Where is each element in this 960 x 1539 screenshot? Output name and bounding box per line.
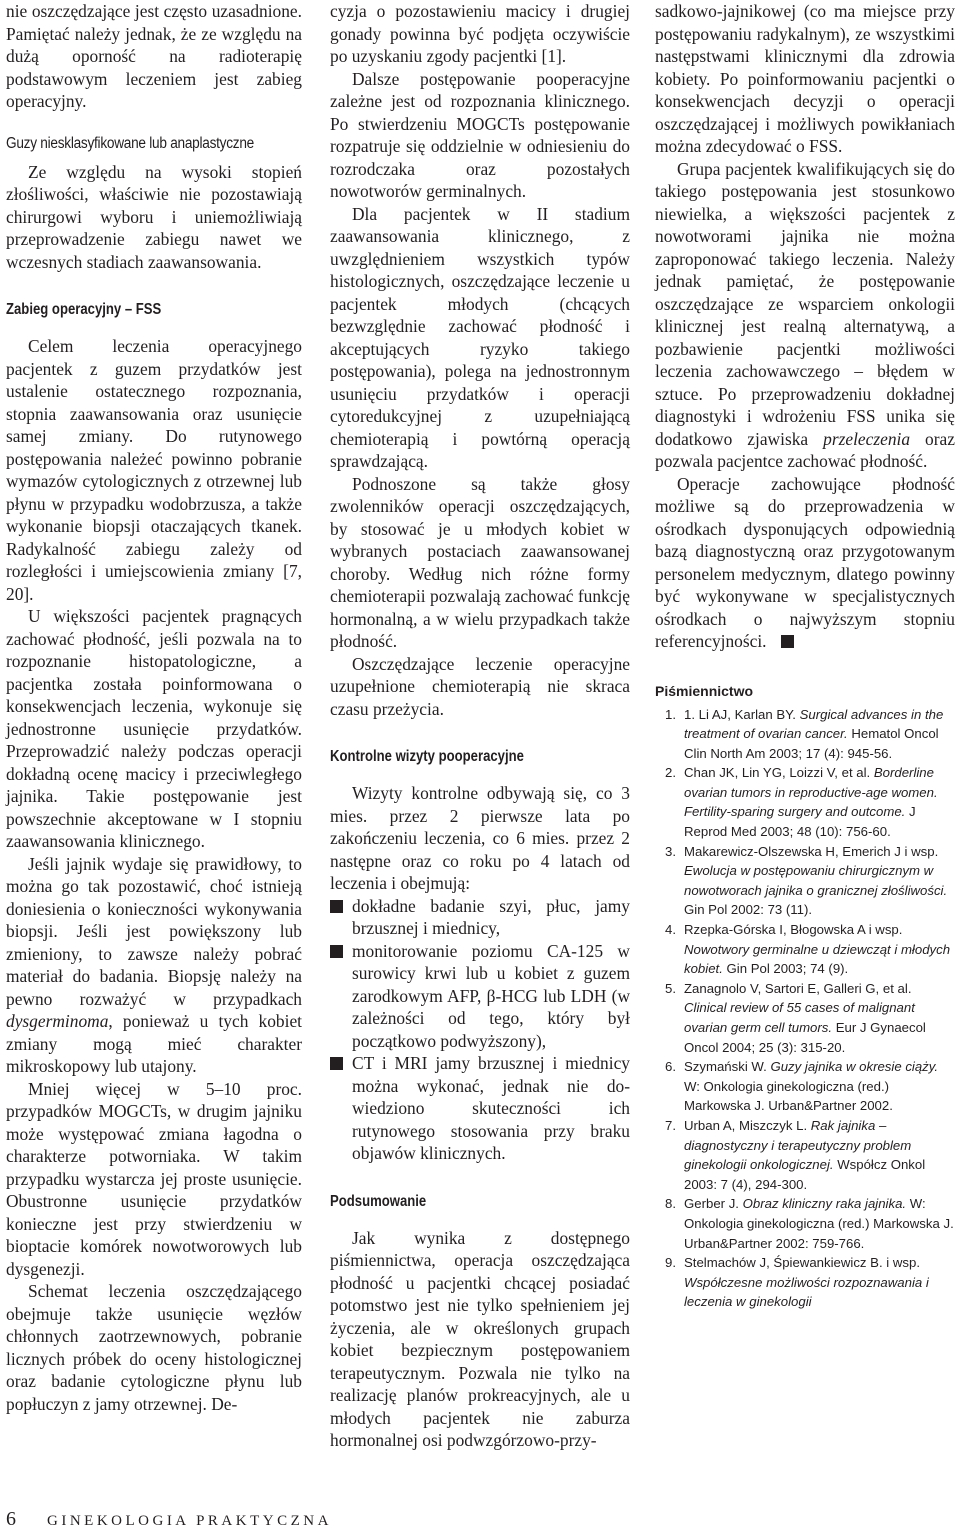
list-item: CT i MRI jamy brzusznej i miednicy można wykonać, jednak nie do-wiedziono skuteczności ich rutynowego stosowania przy braku objawów klinicznych. xyxy=(330,1052,630,1165)
bullet-square-icon xyxy=(330,945,343,958)
reference-item: 4. Rzepka-Górska I, Błogowska A i wsp. Nowotwory germinalne u dziewcząt i młodych kobiet. Gin Pol 2003; 74 (9). xyxy=(665,922,951,977)
section-heading: Podsumowanie xyxy=(330,1192,427,1210)
reference-item: 7. Urban A, Miszczyk L. Rak jajnika – diagnostyczny i terapeutyczny problem ginekologii onkologicznej. Współcz Onkol 2003: 7 (4), 294-300. xyxy=(665,1117,926,1192)
reference-number: 5. xyxy=(665,980,676,996)
reference-number: 8. xyxy=(665,1196,676,1212)
paragraph: Celem leczenia operacyjnego pacjentek z guzem przydatków jest ustalenie ostatecznego rozpoznania, stopnia zaawansowania oraz usunięcie samej zmiany. Do rutynowego postępowania należeć powinno pobranie wymazów cytologicznych z otrzewnej lub płynu w przypadku wodobrzusza, a także wykonanie biopsji otaczających tkanek. Radykalność zabiegu zależy od rozległości i umiejscowienia zmiany [7, 20]. xyxy=(6,336,302,604)
column-2 xyxy=(330,0,630,1452)
paragraph: cyzja o pozostawieniu macicy i drugiej gonady powinna być podjęta oczywiście po uzyskaniu zgody pacjentki [1]. xyxy=(330,1,630,66)
subheading: Guzy niesklasyfikowane lub anaplastyczne xyxy=(6,134,254,152)
reference-item: 3. Makarewicz-Olszewska H, Emerich J i wsp. Ewolucja w postępowaniu chirurgicznym w nowotworach jajnika o granicznej złośliwości. Gin Pol 2002: 73 (11). xyxy=(665,843,948,918)
reference-number: 3. xyxy=(665,843,676,859)
end-mark-square-icon xyxy=(781,635,794,648)
list-item: monitorowanie poziomu CA-125 w surowicy krwi lub u kobiet z guzem zarodkowym AFP, β-HCG lub LDH (w zależności od tego, który był początkowo podwyższony), xyxy=(330,940,630,1053)
paragraph: Jeśli jajnik wydaje się prawidłowy, to można go tak pozostawić, choć istnieją doniesienia o konieczności wykonywania biopsji. Jeśli jest powiększony lub zmieniony, to zawsze należy pobrać materiał do badania. Biopsję należy na pewno rozważyć w przypadkach dysgerminoma, ponieważ u tych kobiet zmiany mogą mieć charakter mikroskopowy lub utajony. xyxy=(6,853,302,1076)
bullet-square-icon xyxy=(330,900,343,913)
column-3 xyxy=(655,0,955,1312)
reference-item: 1. 1. Li AJ, Karlan BY. Surgical advances in the treatment of ovarian cancer. Hematol Oncol Clin North Am 2003; 17 (4): 945-56. xyxy=(665,706,944,761)
paragraph: Jak wynika z dostępnego piśmiennictwa, operacja oszczędzająca płodność u pacjentki chcącej posiadać potomstwo jest nie tylko spełnieniem jej życzenia, ale w określonych grupach kobiet bezpiecznym postępowaniem terapeutycznym. Pozwala nie tylko na realizację planów prokreacyjnych, ale u młodych pacjentek nie zaburza hormonalnej osi podwzgórzowo-przy- xyxy=(330,1227,630,1450)
page-number: 6 xyxy=(6,1508,16,1530)
reference-item: 2. Chan JK, Lin YG, Loizzi V, et al. Borderline ovarian tumors in reproductive-age women. Fertility-sparing surgery and outcome. J Reprod Med 2003; 48 (10): 756-60. xyxy=(665,765,938,840)
page-footer xyxy=(6,1508,332,1531)
paragraph: Dla pacjentek w II stadium zaawansowania klinicznego, z uwzględnieniem wszystkich typów histologicznych, oszczędzające leczenie u pacjentek młodych (chcących bezwzględnie zachować płodność i akceptujących ryzyko takiego postępowania), polega na jednostronnym usunięciu przydatków i operacji cytoredukcyjnej z uzupełniającą chemioterapią i powtórną operacją sprawdzającą. xyxy=(330,203,630,471)
reference-item: 5. Zanagnolo V, Sartori E, Galleri G, et al. Clinical review of 55 cases of malignant ovarian germ cell tumors. Eur J Gynaecol Oncol 2004; 25 (3): 315-20. xyxy=(665,980,926,1055)
list-item: dokładne badanie szyi, płuc, jamy brzusznej i miednicy, xyxy=(330,895,630,940)
reference-number: 7. xyxy=(665,1117,676,1133)
paragraph: Oszczędzające leczenie operacyjne uzupełnione chemioterapią nie skraca czasu przeżycia. xyxy=(330,653,630,719)
reference-number: 4. xyxy=(665,922,676,938)
section-heading: Kontrolne wizyty pooperacyjne xyxy=(330,748,524,765)
references-list xyxy=(655,705,955,1312)
paragraph: Podnoszone są także głosy zwolenników operacji oszczędzających, by stosować je u młodych kobiet w wybranych postaciach zaawansowanej choroby. Według nich różne formy chemioterapii pozwalają zachować funkcję hormonalną, a w wielu przypadkach także płodność. xyxy=(330,473,630,651)
reference-number: 6. xyxy=(665,1059,676,1075)
references-heading: Piśmiennictwo xyxy=(655,682,754,699)
reference-item: 9. Stelmachów J, Śpiewankiewicz B. i wsp. Współczesne możliwości rozpoznawania i leczenia w ginekologii xyxy=(665,1255,929,1310)
paragraph: Ze względu na wysoki stopień złośliwości, właściwie nie pozostawiają chirurgowi wyboru i uniemożliwiają przeprowadzenie zabiegu nawet we wczesnych stadiach zaawansowania. xyxy=(6,161,302,272)
reference-number: 9. xyxy=(665,1255,676,1271)
reference-item: 6. Szymański W. Guzy jajnika w okresie ciąży. W: Onkologia ginekologiczna (red.) Markowska J. Urban&Partner 2002. xyxy=(665,1059,939,1114)
paragraph: sadkowo-jajnikowej (co ma miejsce przy postępowaniu radykalnym), ze wszystkimi następstwami klinicznymi dla zdrowia kobiety. Po poinformowaniu pacjentki o konsekwencjach decyzji o operacji oszczędzającej i możliwych powikłaniach można zdecydować o FSS. xyxy=(655,1,955,156)
paragraph: Mniej więcej w 5–10 proc. przypadków MOGCTs, w drugim jajniku może występować zmiana łagodna o charakterze potworniaka. W takim przypadku wystarcza jej proste usunięcie. Obustronne usunięcie przydatków konieczne jest przy stwierdzeniu w bioptacie komórek nowotworowych lub dysgenezji. xyxy=(6,1078,302,1279)
reference-item: 8. Gerber J. Obraz kliniczny raka jajnika. W: Onkologia ginekologiczna (red.) Markowska J. Urban&Partner 2002: 759-766. xyxy=(665,1196,954,1251)
paragraph: Grupa pacjentek kwalifikujących się do takiego postępowania jest stosunkowo niewielka, a większości pacjentek z nowotworami jajnika nie można zaproponować takiego leczenia. Należy jednak pamiętać, że postępowanie oszczędzające ze wsparciem onkologii klinicznej jest realną alternatywą, a pozbawienie pacjentki możliwości leczenia zachowawczego – błędem w sztuce. Po przeprowadzeniu dokładnej diagnostyki i wdrożeniu FSS unika się dodatkowo zjawiska przeleczenia oraz pozwala pacjentce zachować płodność. xyxy=(655,158,955,471)
column-1 xyxy=(6,0,302,1415)
bullet-list xyxy=(330,895,630,1165)
section-heading: Zabieg operacyjny – FSS xyxy=(6,301,162,318)
journal-name: GINEKOLOGIA PRAKTYCZNA xyxy=(47,1513,332,1529)
paragraph: Schemat leczenia oszczędzającego obejmuje także usunięcie węzłów chłonnych zaotrzewnowych, pobranie licznych próbek do oceny histologicznej oraz badanie cytologiczne płynu lub popłuczyn z jamy otrzewnej. De- xyxy=(6,1281,302,1414)
paragraph: Dalsze postępowanie pooperacyjne zależne jest od rozpoznania klinicznego. Po stwierdzeniu MOGCTs postępowanie rozpatruje się oddzielnie w odniesieniu do rozrodczaka oraz pozostałych nowotworów germinalnych. xyxy=(330,68,630,201)
reference-number: 2. xyxy=(665,765,676,781)
bullet-square-icon xyxy=(330,1057,343,1070)
paragraph: nie oszczędzające jest często uzasadnione. Pamiętać należy jednak, że ze względu na dużą oporność na radioterapię podstawowym leczeniem jest zabieg operacyjny. xyxy=(6,1,302,111)
paragraph: U większości pacjentek pragnących zachować płodność, jeśli pozwala na to rozpoznanie histopatologiczne, a pacjentka została poinformowana o konsekwencjach leczenia, wykonuje się jednostronne usunięcie przydatków. Przeprowadzić należy podczas operacji dokładną ocenę macicy i przeciwległego jajnika. Takie postępowanie jest powszechnie akceptowane w I stopniu zaawansowania klinicznego. xyxy=(6,606,302,851)
paragraph: Operacje zachowujące płodność możliwe są do przeprowadzenia w ośrodkach dysponujących odpowiednią bazą diagnostyczną oraz przygotowanym personelem medycznym, dlatego powinny być wykonywane w specjalistycznych ośrodkach o najwyższym stopniu referencyjności. xyxy=(655,473,955,651)
reference-number: 1. xyxy=(665,706,676,722)
paragraph: Wizyty kontrolne odbywają się, co 3 mies. przez 2 pierwsze lata po zakończeniu leczenia, co 6 mies. przez 2 następne oraz co roku po 4 latach od leczenia i obejmują: xyxy=(330,783,630,893)
